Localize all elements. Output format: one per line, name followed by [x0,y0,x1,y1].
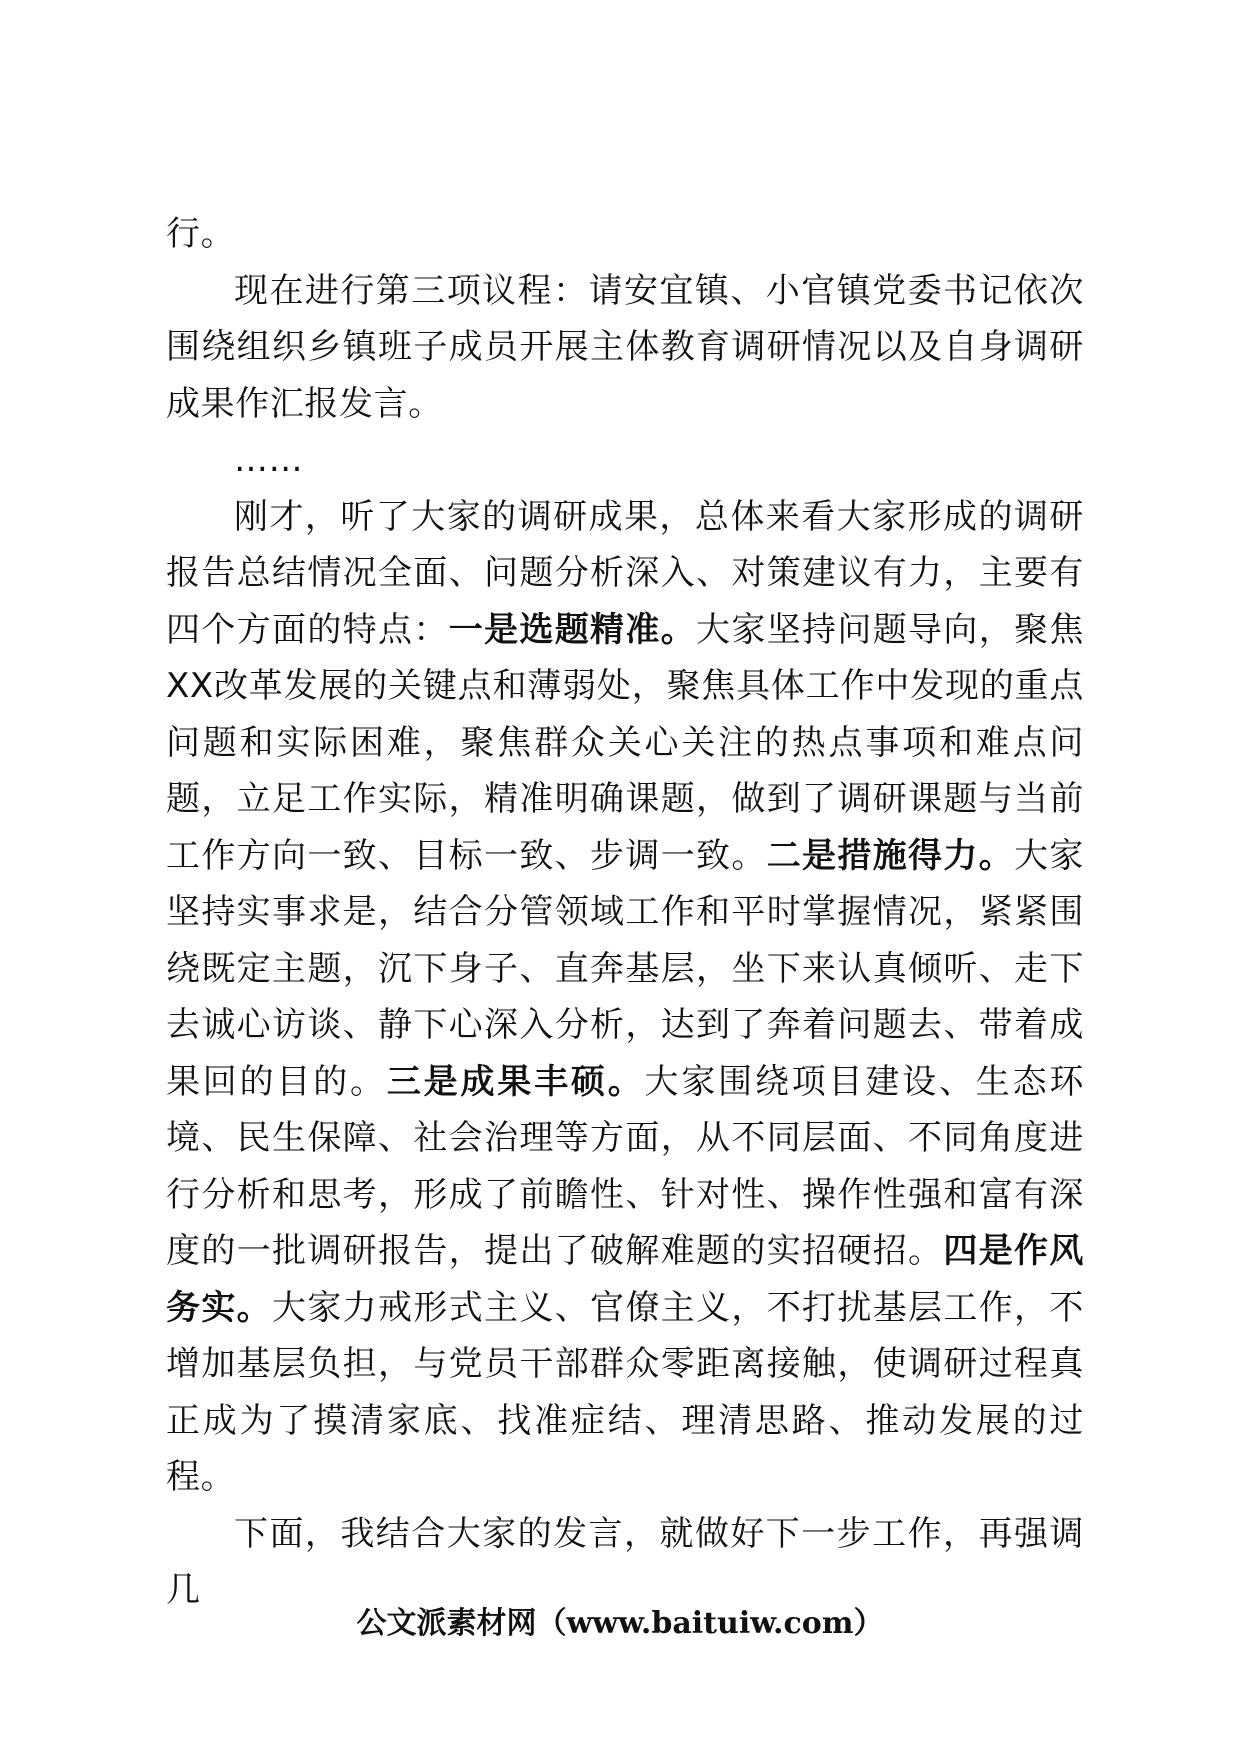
bold-heading: 三是成果丰硕。 [386,1061,645,1102]
paragraph-summary [166,489,1084,1506]
text-segment: 行。 [166,214,236,254]
text-segment: 下面，我结合大家的发言，就做好下一步工作，再强调几 [166,1513,1084,1610]
text-segment: 现在进行第三项议程：请安宜镇、小官镇党委书记依次围绕组织乡镇班子成员开展主体教育调研情况以及自身调研成果作汇报发言。 [166,270,1084,424]
text-segment: 大家力戒形式主义、官僚主义，不打扰基层工作，不增加基层负担，与党员干部群众零距离接触，使调研过程真正成为了摸清家底、找准症结、理清思路、推动发展的过程。 [166,1287,1084,1497]
bold-heading: 二是措施得力。 [766,835,1015,876]
bold-heading: 四是作风务实。 [166,1231,1084,1328]
paragraph-continuation [166,206,1084,263]
text-segment: 大家围绕项目建设、生态环境、民生保障、社会治理等方面，从不同层面、不同角度进行分析和思考，形成了前瞻性、针对性、操作性强和富有深度的一批调研报告，提出了破解难题的实招硬招。 [166,1061,1084,1271]
paragraph-ellipsis [166,432,1084,489]
text-segment: 大家坚持实事求是，结合分管领域工作和平时掌握情况，紧紧围绕既定主题，沉下身子、直奔基层，坐下来认真倾听、走下去诚心访谈、静下心深入分析，达到了奔着问题去、带着成果回的目的。 [166,835,1085,1102]
text-segment: …… [234,440,304,480]
bold-heading: 一是选题精准。 [448,609,697,650]
text-segment: 大家坚持问题导向，聚焦XX改革发展的关键点和薄弱处，聚焦具体工作中发现的重点问题和实际困难，聚焦群众关心关注的热点事项和难点问题，立足工作实际，精准明确课题，做到了调研课题与当前工作方向一致、目标一致、步调一致。 [166,609,1084,876]
paragraph-agenda [166,263,1084,433]
text-segment: 刚才，听了大家的调研成果，总体来看大家形成的调研报告总结情况全面、问题分析深入、对策建议有力，主要有四个方面的特点： [166,496,1084,650]
document-body [166,206,1084,1619]
footer-watermark: 公文派素材网（www.baituiw.com） [356,1606,884,1641]
